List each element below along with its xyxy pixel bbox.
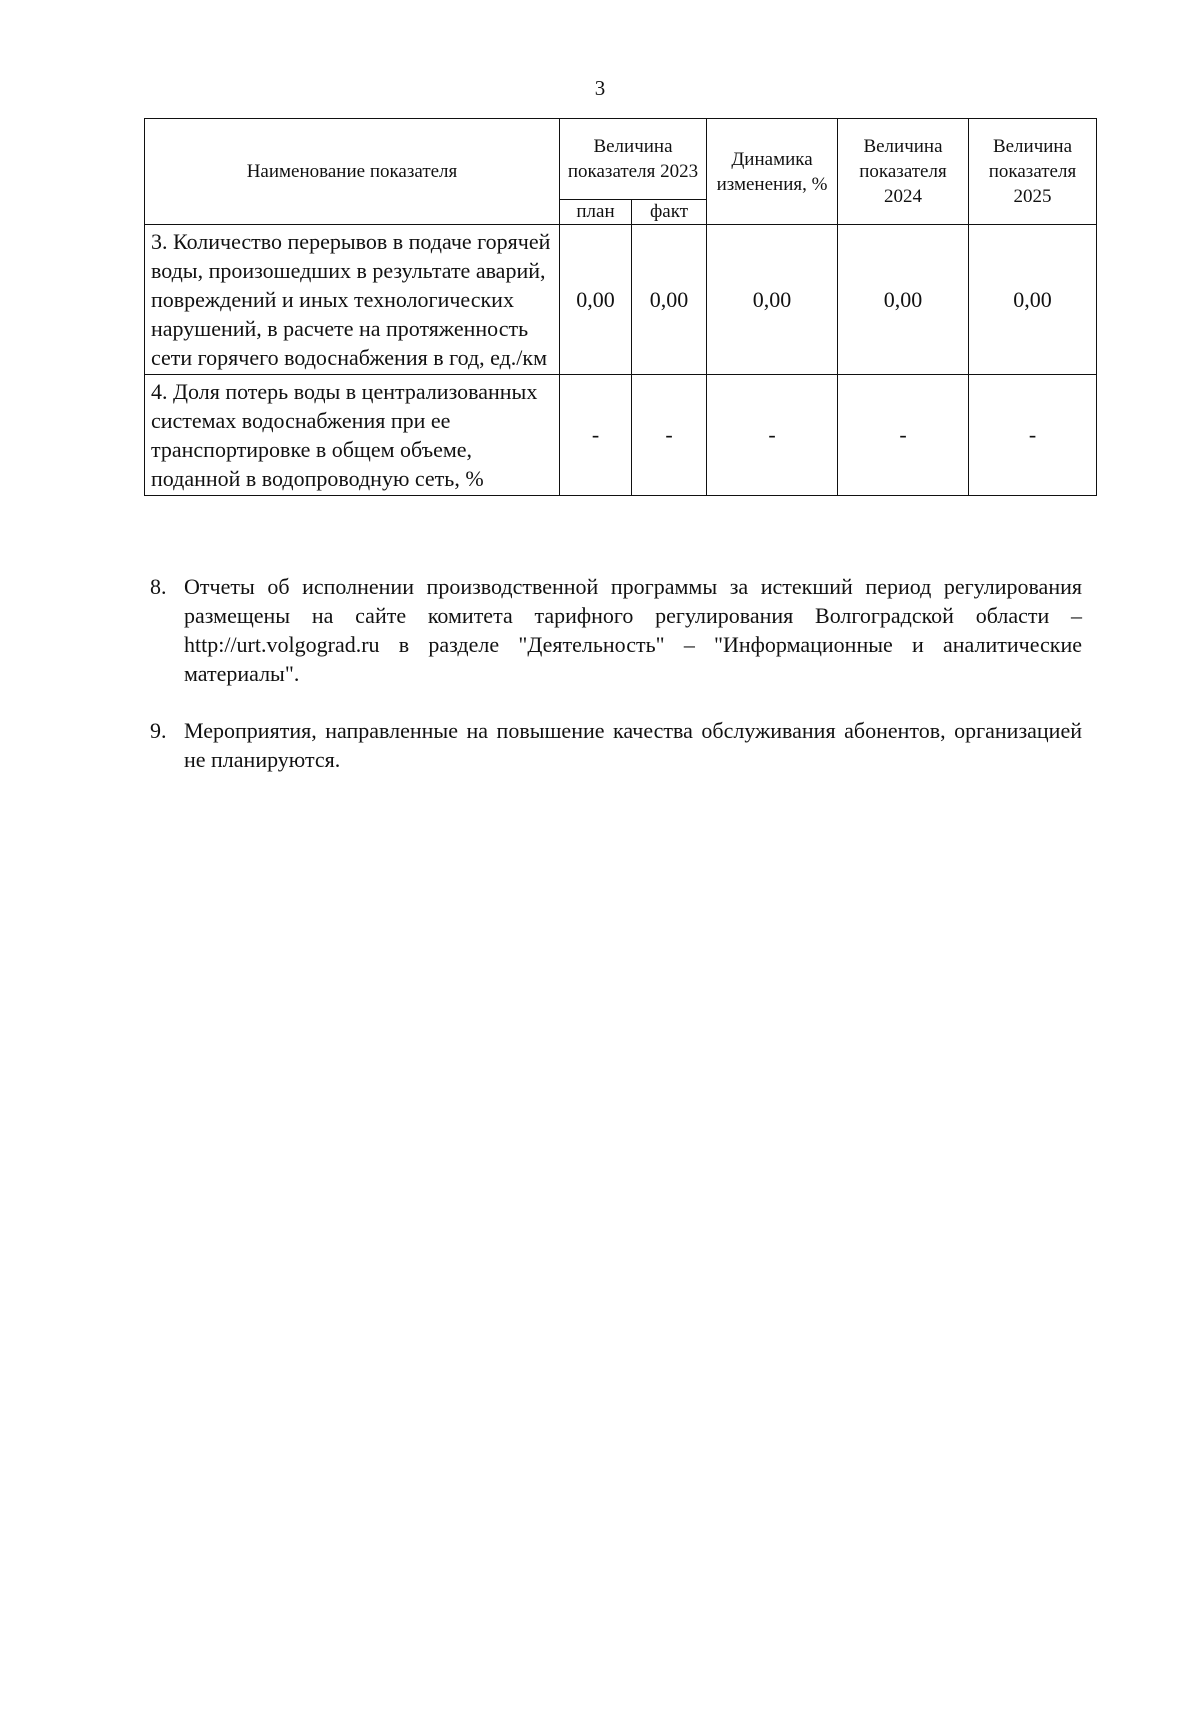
table-row <box>145 375 1097 496</box>
paragraph-8 <box>150 572 1082 688</box>
numbered-paragraphs <box>150 572 1082 802</box>
dynamics-value-cell: 0,00 <box>707 225 838 375</box>
value-2024-cell: 0,00 <box>838 225 969 375</box>
indicator-name-cell: 4. Доля потерь воды в централизованных системах водоснабжения при ее транспортировке в общем объеме, поданной в водопроводную сеть, % <box>145 375 560 496</box>
header-dynamics: Динамика изменения, % <box>707 119 838 225</box>
indicators-table <box>144 118 1097 496</box>
plan-value-cell: - <box>560 375 632 496</box>
value-2024-cell: - <box>838 375 969 496</box>
paragraph-text: Мероприятия, направленные на повышение качества обслуживания абонентов, организацией не планируются. <box>184 718 1082 772</box>
value-2025-cell: - <box>969 375 1097 496</box>
fact-value-cell: - <box>632 375 707 496</box>
header-plan: план <box>560 200 632 225</box>
indicator-name-cell: 3. Количество перерывов в подаче горячей воды, произошедших в результате аварий, повреждений и иных технологических нарушений, в расчете на протяженность сети горячего водоснабжения в год, ед./км <box>145 225 560 375</box>
value-2025-cell: 0,00 <box>969 225 1097 375</box>
plan-value-cell: 0,00 <box>560 225 632 375</box>
fact-value-cell: 0,00 <box>632 225 707 375</box>
table-header-row <box>145 119 1097 200</box>
header-value-2024: Величина показателя 2024 <box>838 119 969 225</box>
paragraph-text: Отчеты об исполнении производственной программы за истекший период регулирования размещены на сайте комитета тарифного регулирования Волгоградской области – http://urt.volgograd.ru в разделе "Деятельность" – "Информационные и аналитические материалы". <box>184 574 1082 686</box>
header-indicator-name: Наименование показателя <box>145 119 560 225</box>
header-fact: факт <box>632 200 707 225</box>
paragraph-number: 9. <box>150 718 167 743</box>
dynamics-value-cell: - <box>707 375 838 496</box>
table-row <box>145 225 1097 375</box>
header-value-2023: Величина показателя 2023 <box>560 119 707 200</box>
paragraph-number: 8. <box>150 574 167 599</box>
header-value-2025: Величина показателя 2025 <box>969 119 1097 225</box>
paragraph-9 <box>150 716 1082 774</box>
page-number: 3 <box>594 76 606 100</box>
